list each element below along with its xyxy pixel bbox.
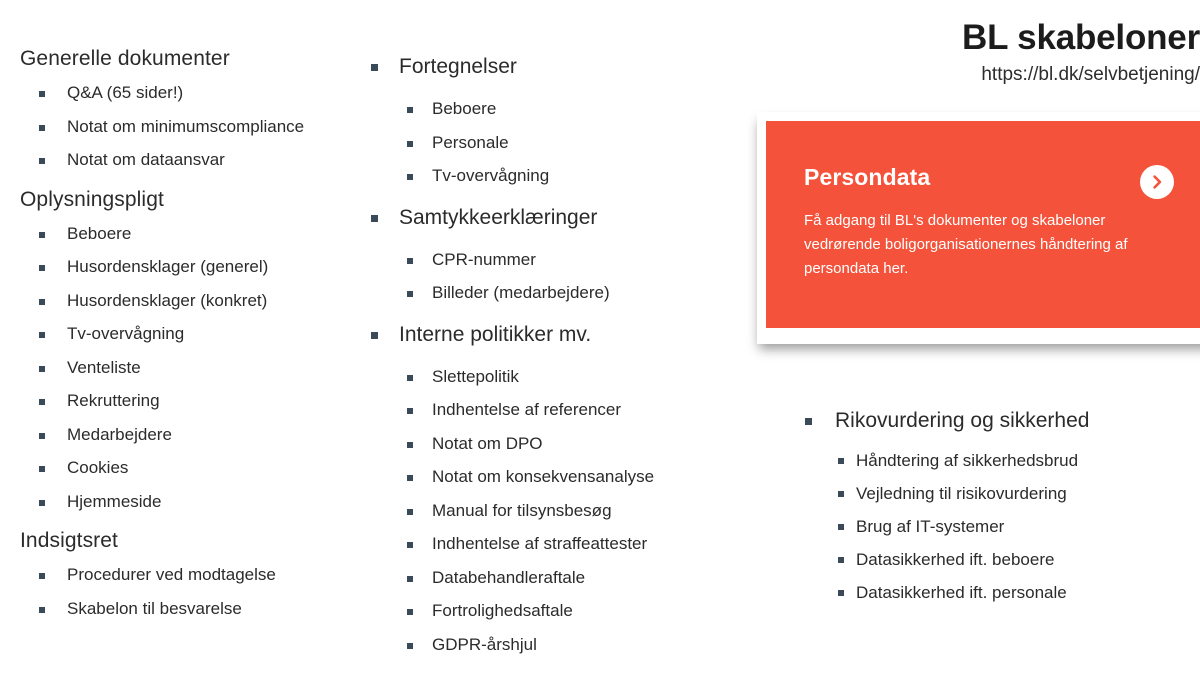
bullet-icon (407, 375, 413, 381)
list-item[interactable] (355, 494, 705, 528)
list-item[interactable] (355, 561, 705, 595)
list-item-label: Beboere (67, 223, 132, 243)
persondata-card-description: Få adgang til BL's dokumenter og skabeloner vedrørende boligorganisationernes håndtering af persondata her. (804, 212, 1128, 277)
bullet-icon (39, 91, 45, 97)
list-item[interactable] (355, 159, 705, 193)
list-item[interactable] (20, 217, 350, 251)
group-heading-rikovurdering[interactable] (790, 398, 1190, 444)
list-item-label: GDPR-årshjul (432, 634, 537, 654)
list-item[interactable] (355, 393, 705, 427)
bullet-icon (838, 458, 844, 464)
bullet-icon (838, 491, 844, 497)
list-item-label: Q&A (65 sider!) (67, 83, 184, 102)
bullet-icon (371, 332, 378, 339)
persondata-card-title: Persondata (804, 164, 931, 190)
bullet-icon (407, 174, 413, 180)
group-heading: Oplysningspligt (20, 187, 164, 211)
list-item-label: Billeder (medarbejdere) (432, 283, 610, 302)
list-item-label: Venteliste (67, 357, 141, 377)
header (720, 18, 1200, 87)
list-item[interactable] (20, 250, 350, 284)
list-item[interactable] (20, 143, 350, 177)
column-middle (355, 42, 705, 661)
bullet-icon (371, 64, 378, 71)
list-item[interactable] (355, 527, 705, 561)
bullet-icon (407, 576, 413, 582)
list-item-label: Tv-overvågning (67, 324, 185, 343)
list-item-label: Rekruttering (67, 391, 160, 410)
bullet-icon (39, 125, 45, 131)
group-oplysningspligt (20, 187, 350, 519)
list-item[interactable] (20, 317, 350, 351)
bullet-icon (39, 466, 45, 472)
list-item[interactable] (20, 384, 350, 418)
bullet-icon (407, 643, 413, 649)
bullet-icon (39, 265, 45, 271)
group-heading: Indsigtsret (20, 529, 118, 552)
list-item[interactable] (790, 543, 1190, 576)
list-item-label: Tv-overvågning (432, 166, 550, 185)
bullet-icon (838, 590, 844, 596)
bullet-icon (407, 475, 413, 481)
list-item-label: Notat om DPO (432, 433, 543, 453)
group-generelle-dokumenter (20, 46, 350, 177)
bullet-icon (838, 557, 844, 563)
list-item[interactable] (355, 460, 705, 494)
list-item[interactable] (20, 418, 350, 452)
list-item-label: Brug af IT-systemer (856, 517, 1005, 536)
group-heading-fortegnelser[interactable] (355, 42, 705, 92)
bullet-icon (407, 609, 413, 615)
list-item-label: Notat om minimumscompliance (67, 116, 305, 136)
bullet-icon (39, 433, 45, 439)
list-item-label: Indhentelse af referencer (432, 400, 622, 419)
group-list (20, 76, 350, 177)
list-item-label: Notat om konsekvensanalyse (432, 467, 655, 486)
group-heading-interne-politikker[interactable] (355, 310, 705, 360)
list-item[interactable] (355, 427, 705, 461)
list-item[interactable] (20, 558, 350, 592)
bullet-icon (39, 399, 45, 405)
list-item-label: Indhentelse af straffeattester (432, 534, 648, 553)
list-item[interactable] (790, 510, 1190, 543)
bullet-icon (39, 573, 45, 579)
bullet-icon (407, 408, 413, 414)
list-item-label: Slettepolitik (432, 366, 519, 386)
list-item-label: Vejledning til risikovurdering (856, 484, 1067, 503)
list-item-label: Procedurer ved modtagelse (67, 565, 276, 584)
bullet-icon (39, 500, 45, 506)
list-item-label: Fortrolighedsaftale (432, 601, 573, 620)
list-item-label: Beboere (432, 99, 497, 118)
list-item-label: Personale (432, 132, 509, 152)
bullet-icon (407, 291, 413, 297)
list-item[interactable] (355, 92, 705, 126)
list-item-label: Husordensklager (konkret) (67, 290, 268, 310)
bullet-icon (838, 524, 844, 530)
list-item-label: Fortegnelser (399, 55, 517, 78)
list-item-label: Manual for tilsynsbesøg (432, 500, 612, 520)
persondata-card[interactable] (757, 112, 1200, 344)
bullet-icon (39, 299, 45, 305)
list-item[interactable] (20, 451, 350, 485)
list-item[interactable] (20, 351, 350, 385)
list-item-label: CPR-nummer (432, 249, 536, 269)
page-title: BL skabeloner (962, 18, 1200, 57)
list-item-label: Skabelon til besvarelse (67, 598, 242, 618)
list-item[interactable] (790, 444, 1190, 477)
group-list (355, 42, 705, 661)
list-item[interactable] (20, 76, 350, 110)
list-item[interactable] (355, 628, 705, 662)
list-item-label: Interne politikker mv. (399, 322, 592, 346)
column-left (20, 46, 350, 625)
bullet-icon (39, 158, 45, 164)
list-item[interactable] (355, 360, 705, 394)
bullet-icon (39, 607, 45, 613)
bullet-icon (407, 442, 413, 448)
group-list (20, 558, 350, 625)
list-item[interactable] (20, 592, 350, 626)
list-item-label: Databehandleraftale (432, 567, 586, 587)
bullet-icon (39, 332, 45, 338)
list-item[interactable] (355, 243, 705, 277)
bullet-icon (407, 258, 413, 264)
bullet-icon (407, 509, 413, 515)
chevron-right-icon[interactable] (1140, 165, 1174, 199)
list-item[interactable] (790, 576, 1190, 609)
group-heading-samtykkeerklaeringer[interactable] (355, 193, 705, 243)
list-item-label: Notat om dataansvar (67, 150, 225, 169)
list-item[interactable] (20, 284, 350, 318)
bullet-icon (371, 215, 378, 222)
site-url: https://bl.dk/selvbetjening/ (981, 64, 1200, 85)
list-item-label: Cookies (67, 458, 129, 477)
list-item[interactable] (355, 594, 705, 628)
list-item[interactable] (355, 276, 705, 310)
list-item[interactable] (790, 477, 1190, 510)
group-list (790, 398, 1190, 609)
list-item-label: Samtykkeerklæringer (399, 205, 598, 229)
bullet-icon (407, 141, 413, 147)
bullet-icon (805, 418, 812, 425)
bullet-icon (407, 107, 413, 113)
list-item-label: Rikovurdering og sikkerhed (835, 409, 1090, 432)
group-list (20, 217, 350, 519)
list-item[interactable] (20, 110, 350, 144)
list-item-label: Hjemmeside (67, 491, 162, 511)
list-item[interactable] (20, 485, 350, 519)
list-item-label: Datasikkerhed ift. personale (856, 583, 1067, 602)
list-item-label: Husordensklager (generel) (67, 257, 269, 276)
bullet-icon (39, 232, 45, 238)
group-heading: Generelle dokumenter (20, 47, 230, 70)
list-item-label: Datasikkerhed ift. beboere (856, 550, 1055, 569)
persondata-card-body[interactable] (766, 121, 1200, 328)
bullet-icon (39, 366, 45, 372)
list-item-label: Medarbejdere (67, 424, 172, 444)
bullet-icon (407, 542, 413, 548)
column-right (790, 398, 1190, 609)
list-item[interactable] (355, 126, 705, 160)
list-item-label: Håndtering af sikkerhedsbrud (856, 451, 1079, 470)
group-indsigtsret (20, 528, 350, 625)
